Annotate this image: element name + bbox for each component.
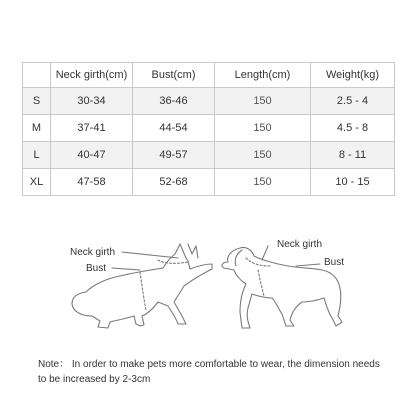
cat-bust-label: Bust <box>86 263 107 274</box>
header-length: Length(cm) <box>215 63 311 88</box>
dog-bust-label: Bust <box>324 257 345 268</box>
length-cell: 150 <box>215 142 311 169</box>
header-bust: Bust(cm) <box>133 63 215 88</box>
length-cell: 150 <box>215 115 311 142</box>
weight-cell: 4.5 - 8 <box>311 115 395 142</box>
size-cell: XL <box>23 169 51 196</box>
sizing-note: Note： In order to make pets more comfortable to wear, the dimension needs to be increased by 2-3cm <box>38 359 380 385</box>
header-weight: Weight(kg) <box>311 63 395 88</box>
bust-cell: 36-46 <box>133 88 215 115</box>
size-cell: M <box>23 115 51 142</box>
bust-cell: 52-68 <box>133 169 215 196</box>
size-cell: S <box>23 88 51 115</box>
neck-cell: 30-34 <box>51 88 133 115</box>
header-size <box>23 63 51 88</box>
table-header-row <box>23 63 395 88</box>
neck-cell: 40-47 <box>51 142 133 169</box>
table-row <box>23 169 395 196</box>
cat-neck-girth-label: Neck girth <box>70 247 116 258</box>
dog-neck-girth-label: Neck girth <box>277 239 323 250</box>
table-row <box>23 88 395 115</box>
measurement-diagram <box>0 236 416 344</box>
bust-cell: 49-57 <box>133 142 215 169</box>
weight-cell: 8 - 11 <box>311 142 395 169</box>
table-row <box>23 142 395 169</box>
bust-cell: 44-54 <box>133 115 215 142</box>
size-table <box>22 62 395 196</box>
header-neck-girth: Neck girth(cm) <box>51 63 133 88</box>
length-cell: 150 <box>215 169 311 196</box>
neck-cell: 47-58 <box>51 169 133 196</box>
weight-cell: 10 - 15 <box>311 169 395 196</box>
pet-outlines <box>0 236 416 344</box>
length-cell: 150 <box>215 88 311 115</box>
table-row <box>23 115 395 142</box>
size-cell: L <box>23 142 51 169</box>
weight-cell: 2.5 - 4 <box>311 88 395 115</box>
neck-cell: 37-41 <box>51 115 133 142</box>
